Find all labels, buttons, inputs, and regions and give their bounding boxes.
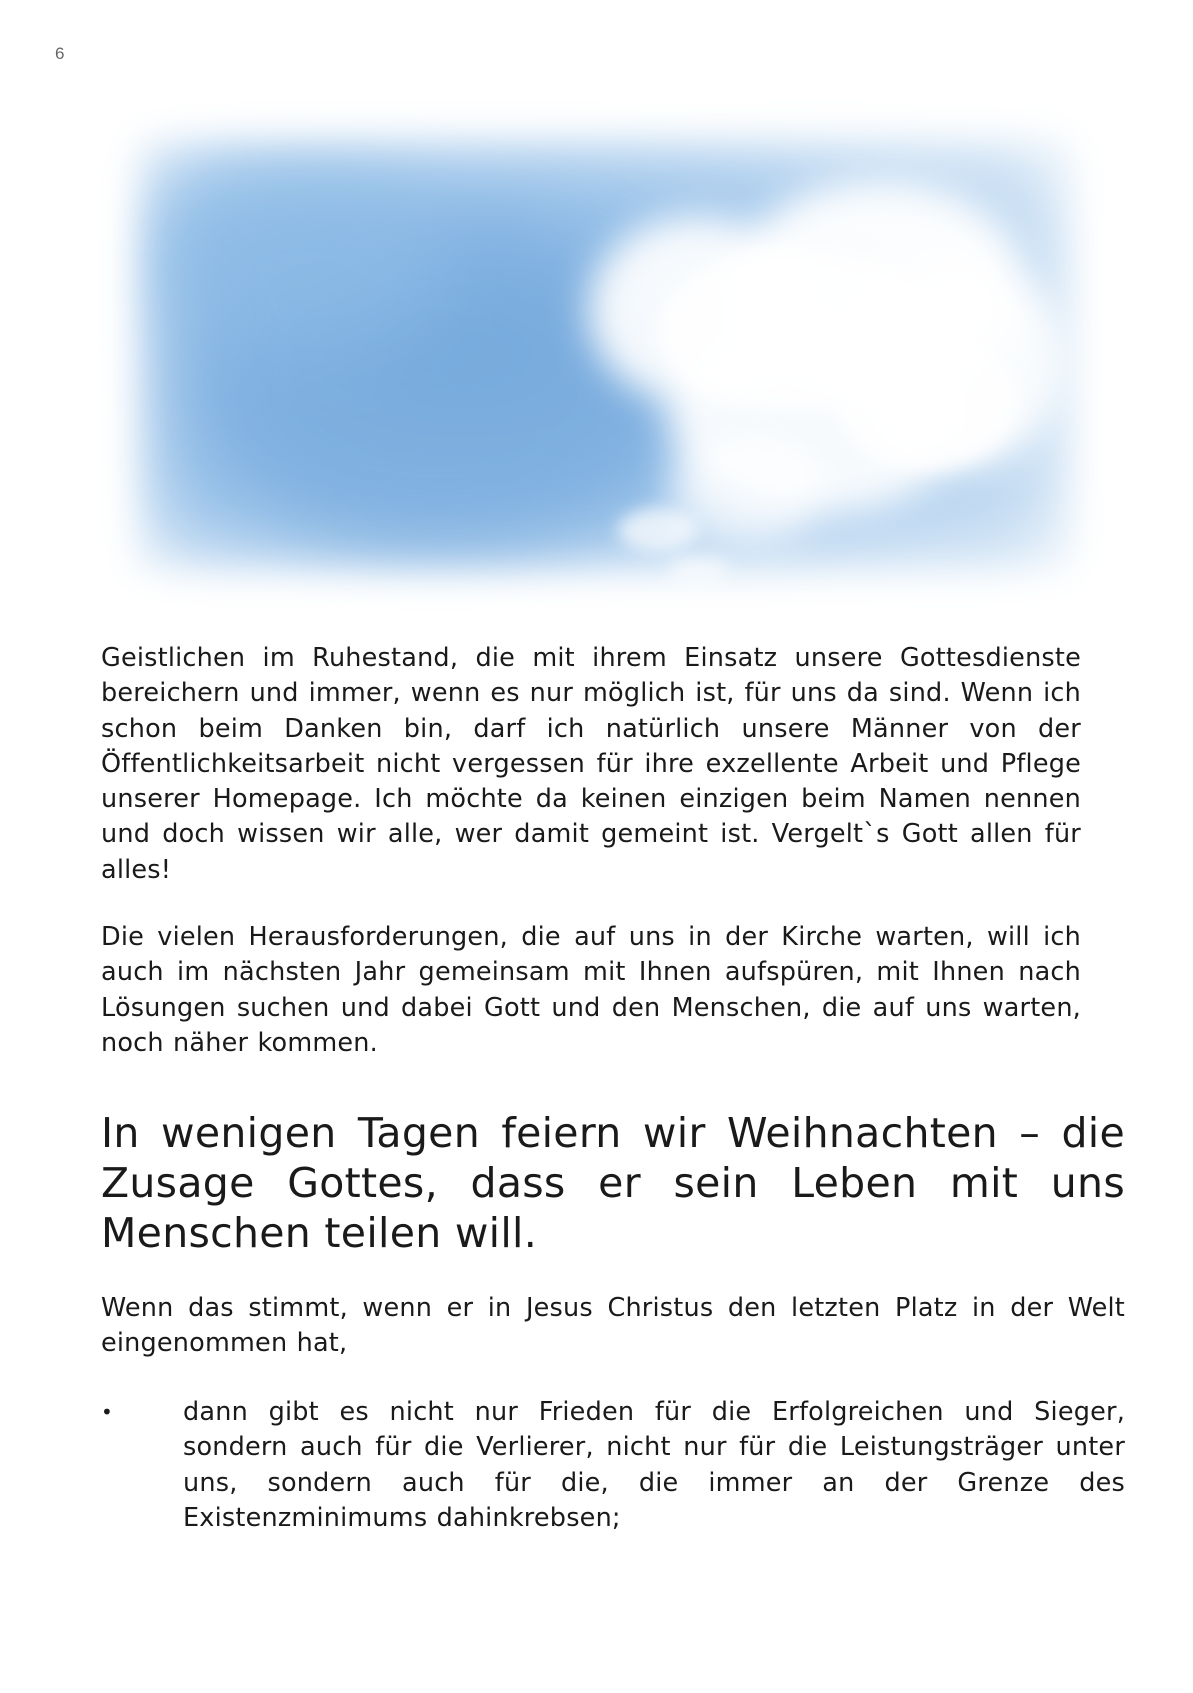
headline-christmas: In wenigen Tagen feiern wir Weihnachten – die Zusage Gottes, dass er sein Leben mit uns Menschen teilen will. bbox=[101, 1109, 1125, 1257]
cloud-heart-image bbox=[98, 100, 1104, 610]
paragraph-intro: Wenn das stimmt, wenn er in Jesus Christus den letzten Platz in der Welt eingenommen hat, bbox=[101, 1293, 1125, 1359]
paragraph-challenges: Die vielen Herausforderungen, die auf uns in der Kirche warten, will ich auch im nächsten Jahr gemeinsam mit Ihnen aufspüren, mit Ihnen nach Lösungen suchen und dabei Gott und den Menschen, die auf uns warten, noch näher kommen. bbox=[101, 922, 1081, 1058]
list-item-text: dann gibt es nicht nur Frieden für die Erfolgreichen und Sieger, sondern auch für die Verlierer, nicht nur für die Leistungsträger unter uns, sondern auch für die, die immer an der Grenze des Existenzminimums dahinkrebsen; bbox=[183, 1397, 1125, 1533]
cloud-icon bbox=[98, 100, 1104, 610]
page-number: 6 bbox=[55, 44, 65, 63]
paragraph-thanks: Geistlichen im Ruhestand, die mit ihrem Einsatz unsere Gottesdienste bereichern und immer, wenn es nur möglich ist, für uns da sind. Wenn ich schon beim Danken bin, darf ich natürlich unsere Männer von der Öffentlichkeitsarbeit nicht vergessen für ihre exzellente Arbeit und Pflege unserer Homepage. Ich möchte da keinen einzigen beim Namen nennen und doch wissen wir alle, wer damit gemeint ist. Vergelt`s Gott allen für alles! bbox=[101, 643, 1081, 885]
bullet-icon: • bbox=[101, 1400, 113, 1424]
